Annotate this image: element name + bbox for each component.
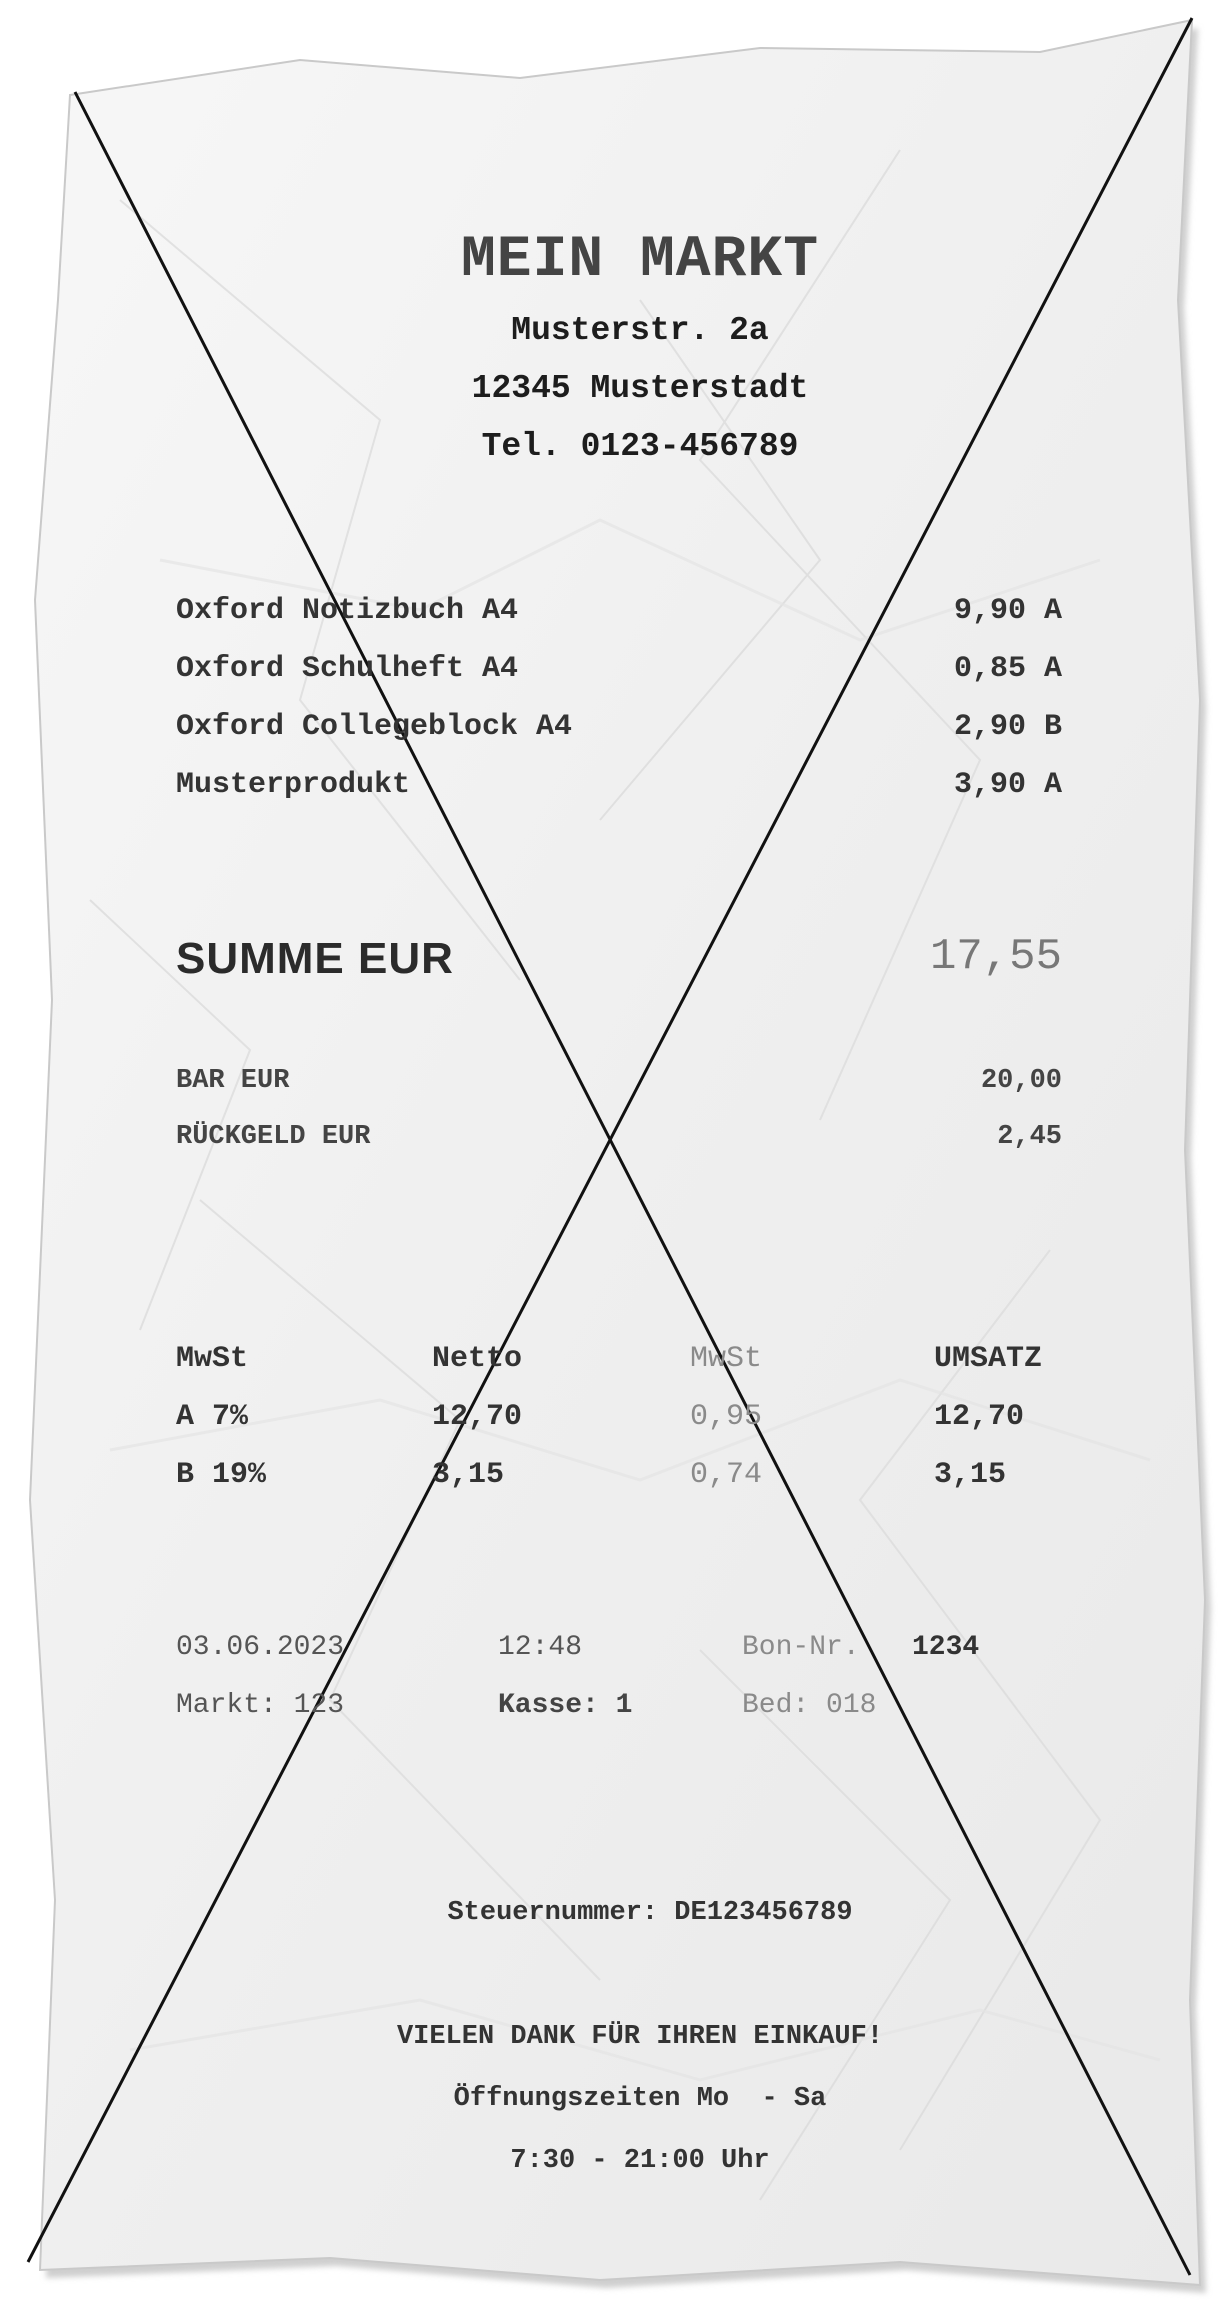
operator-number: Bed: 018 <box>742 1690 877 1721</box>
line-item-name: Oxford Collegeblock A4 <box>176 710 573 744</box>
line-item-price: 9,90 A <box>953 594 1062 628</box>
change-label: RÜCKGELD EUR <box>176 1122 371 1152</box>
line-item-price: 2,90 B <box>953 710 1062 744</box>
receipt-date: 03.06.2023 <box>176 1632 345 1663</box>
tax-header-rate: MwSt <box>176 1342 249 1376</box>
store-city: 12345 Musterstadt <box>471 370 809 407</box>
cash-label: BAR EUR <box>176 1066 290 1096</box>
tax-cell: 0,95 <box>690 1400 763 1434</box>
store-phone: Tel. 0123-456789 <box>481 428 799 465</box>
thank-you-message: VIELEN DANK FÜR IHREN EINKAUF! <box>396 2022 884 2052</box>
tax-header-net: Netto <box>432 1342 523 1376</box>
line-item-name: Oxford Schulheft A4 <box>176 652 519 686</box>
total-value: 17,55 <box>929 932 1062 982</box>
line-item-name: Oxford Notizbuch A4 <box>176 594 519 628</box>
line-item-name: Musterprodukt <box>176 768 411 802</box>
bon-number: 1234 <box>912 1632 980 1663</box>
tax-cell: A 7% <box>176 1400 249 1434</box>
tax-cell: 12,70 <box>934 1400 1025 1434</box>
receipt-time: 12:48 <box>498 1632 583 1663</box>
change-value: 2,45 <box>997 1122 1062 1152</box>
store-name: MEIN MARKT <box>460 228 820 293</box>
store-street: Musterstr. 2a <box>511 312 769 349</box>
cash-value: 20,00 <box>980 1066 1062 1096</box>
bon-label: Bon-Nr. <box>742 1632 860 1663</box>
register-number: Kasse: 1 <box>498 1690 633 1721</box>
market-number: Markt: 123 <box>176 1690 345 1721</box>
line-item-price: 3,90 A <box>953 768 1062 802</box>
tax-number: Steuernummer: DE123456789 <box>447 1898 853 1928</box>
tax-cell: 0,74 <box>690 1458 763 1492</box>
opening-hours-time: 7:30 - 21:00 Uhr <box>510 2146 770 2176</box>
tax-header-vat: MwSt <box>690 1342 763 1376</box>
tax-cell: 3,15 <box>934 1458 1007 1492</box>
tax-cell: B 19% <box>176 1458 267 1492</box>
opening-hours-days: Öffnungszeiten Mo - Sa <box>453 2084 827 2114</box>
tax-cell: 3,15 <box>432 1458 505 1492</box>
total-label: SUMME EUR <box>176 934 454 983</box>
tax-header-turnover: UMSATZ <box>934 1342 1043 1376</box>
line-item-price: 0,85 A <box>953 652 1062 686</box>
tax-cell: 12,70 <box>432 1400 523 1434</box>
